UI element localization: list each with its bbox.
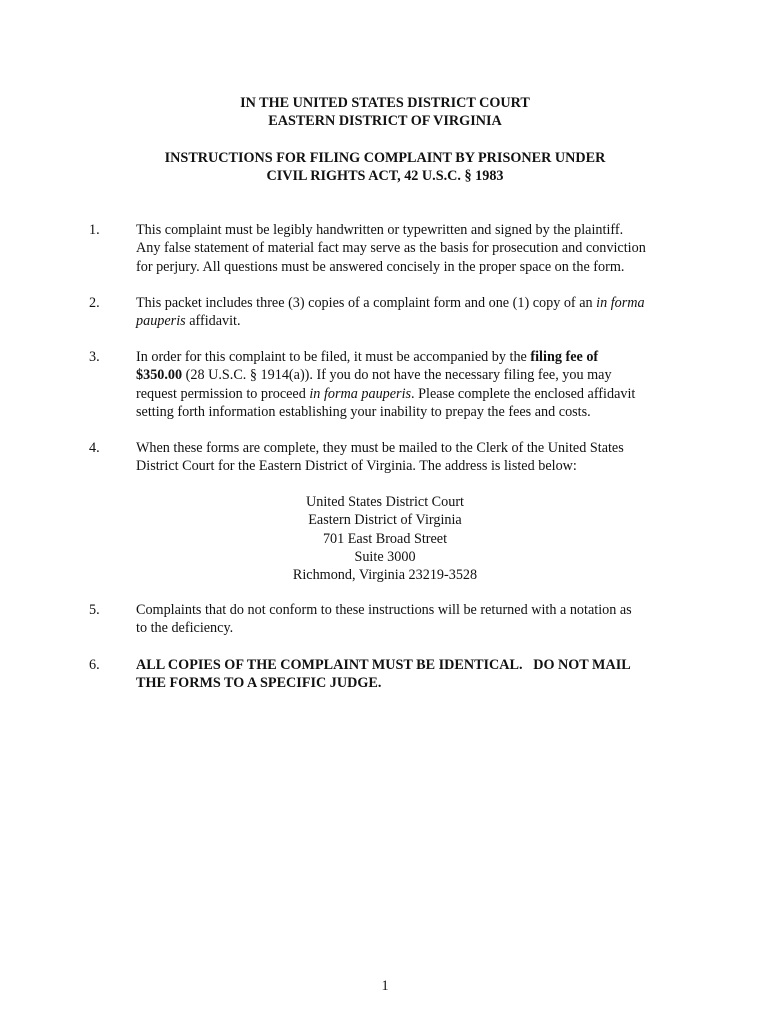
item-line xyxy=(136,312,696,330)
court-heading xyxy=(0,94,770,130)
item-text xyxy=(136,221,696,276)
address-line: 701 East Broad Street xyxy=(322,530,448,547)
item-line: Complaints that do not conform to these instructions will be returned with a notation as xyxy=(136,602,632,618)
item-text xyxy=(136,348,696,421)
item-line xyxy=(136,348,696,366)
court-address xyxy=(0,493,770,584)
item-number: 2. xyxy=(89,295,100,311)
item-number: 4. xyxy=(89,440,100,456)
address-line: United States District Court xyxy=(305,494,465,510)
item-text xyxy=(136,439,696,476)
text-run: affidavit. xyxy=(185,313,241,330)
court-district: EASTERN DISTRICT OF VIRGINIA xyxy=(268,113,502,129)
document-title xyxy=(0,149,770,185)
italic-text: pauperis xyxy=(136,313,186,330)
title-line-1: INSTRUCTIONS FOR FILING COMPLAINT BY PRISONER UNDER xyxy=(164,150,606,166)
item-line: This complaint must be legibly handwritten or typewritten and signed by the plaintiff. xyxy=(136,222,624,238)
address-line: Suite 3000 xyxy=(354,548,416,565)
text-run: In order for this complaint to be filed, it must be accompanied by the xyxy=(136,349,531,365)
text-run: This packet includes three (3) copies of a complaint form and one (1) copy of an xyxy=(136,295,597,311)
address-line: Richmond, Virginia 23219-3528 xyxy=(292,567,478,584)
item-text xyxy=(136,294,696,331)
bold-text: filing fee of xyxy=(530,349,599,365)
item-number: 3. xyxy=(89,349,100,365)
item-line: for perjury. All questions must be answered concisely in the proper space on the form. xyxy=(136,258,625,275)
text-run: request permission to proceed xyxy=(136,385,310,402)
address-line: Eastern District of Virginia xyxy=(308,512,462,529)
item-line: to the deficiency. xyxy=(136,620,234,637)
item-text xyxy=(136,601,696,638)
item-line xyxy=(136,294,696,312)
item-number: 5. xyxy=(89,602,100,618)
court-name: IN THE UNITED STATES DISTRICT COURT xyxy=(240,95,530,111)
italic-text: in forma xyxy=(596,295,645,311)
text-run: . Please complete the enclosed affidavit xyxy=(411,385,636,402)
item-line xyxy=(136,366,696,384)
item-line: District Court for the Eastern District of Virginia. The address is listed below: xyxy=(136,458,577,475)
item-number: 1. xyxy=(89,222,100,238)
item-line xyxy=(136,385,696,403)
bold-text: $350.00 xyxy=(136,367,183,384)
item-text xyxy=(136,656,696,693)
title-line-2: CIVIL RIGHTS ACT, 42 U.S.C. § 1983 xyxy=(266,168,504,184)
text-run: (28 U.S.C. § 1914(a)). If you do not have the necessary filing fee, you may xyxy=(182,367,612,384)
item-line: When these forms are complete, they must be mailed to the Clerk of the United States xyxy=(136,440,624,456)
item-line: THE FORMS TO A SPECIFIC JUDGE. xyxy=(136,675,382,692)
item-line: ALL COPIES OF THE COMPLAINT MUST BE IDENTICAL. DO NOT MAIL xyxy=(136,657,631,673)
item-line: Any false statement of material fact may serve as the basis for prosecution and conviction xyxy=(136,240,646,257)
page-number: 1 xyxy=(381,978,389,994)
item-line: setting forth information establishing your inability to prepay the fees and costs. xyxy=(136,403,591,420)
item-number: 6. xyxy=(89,657,100,673)
italic-text: in forma pauperis xyxy=(309,385,412,402)
